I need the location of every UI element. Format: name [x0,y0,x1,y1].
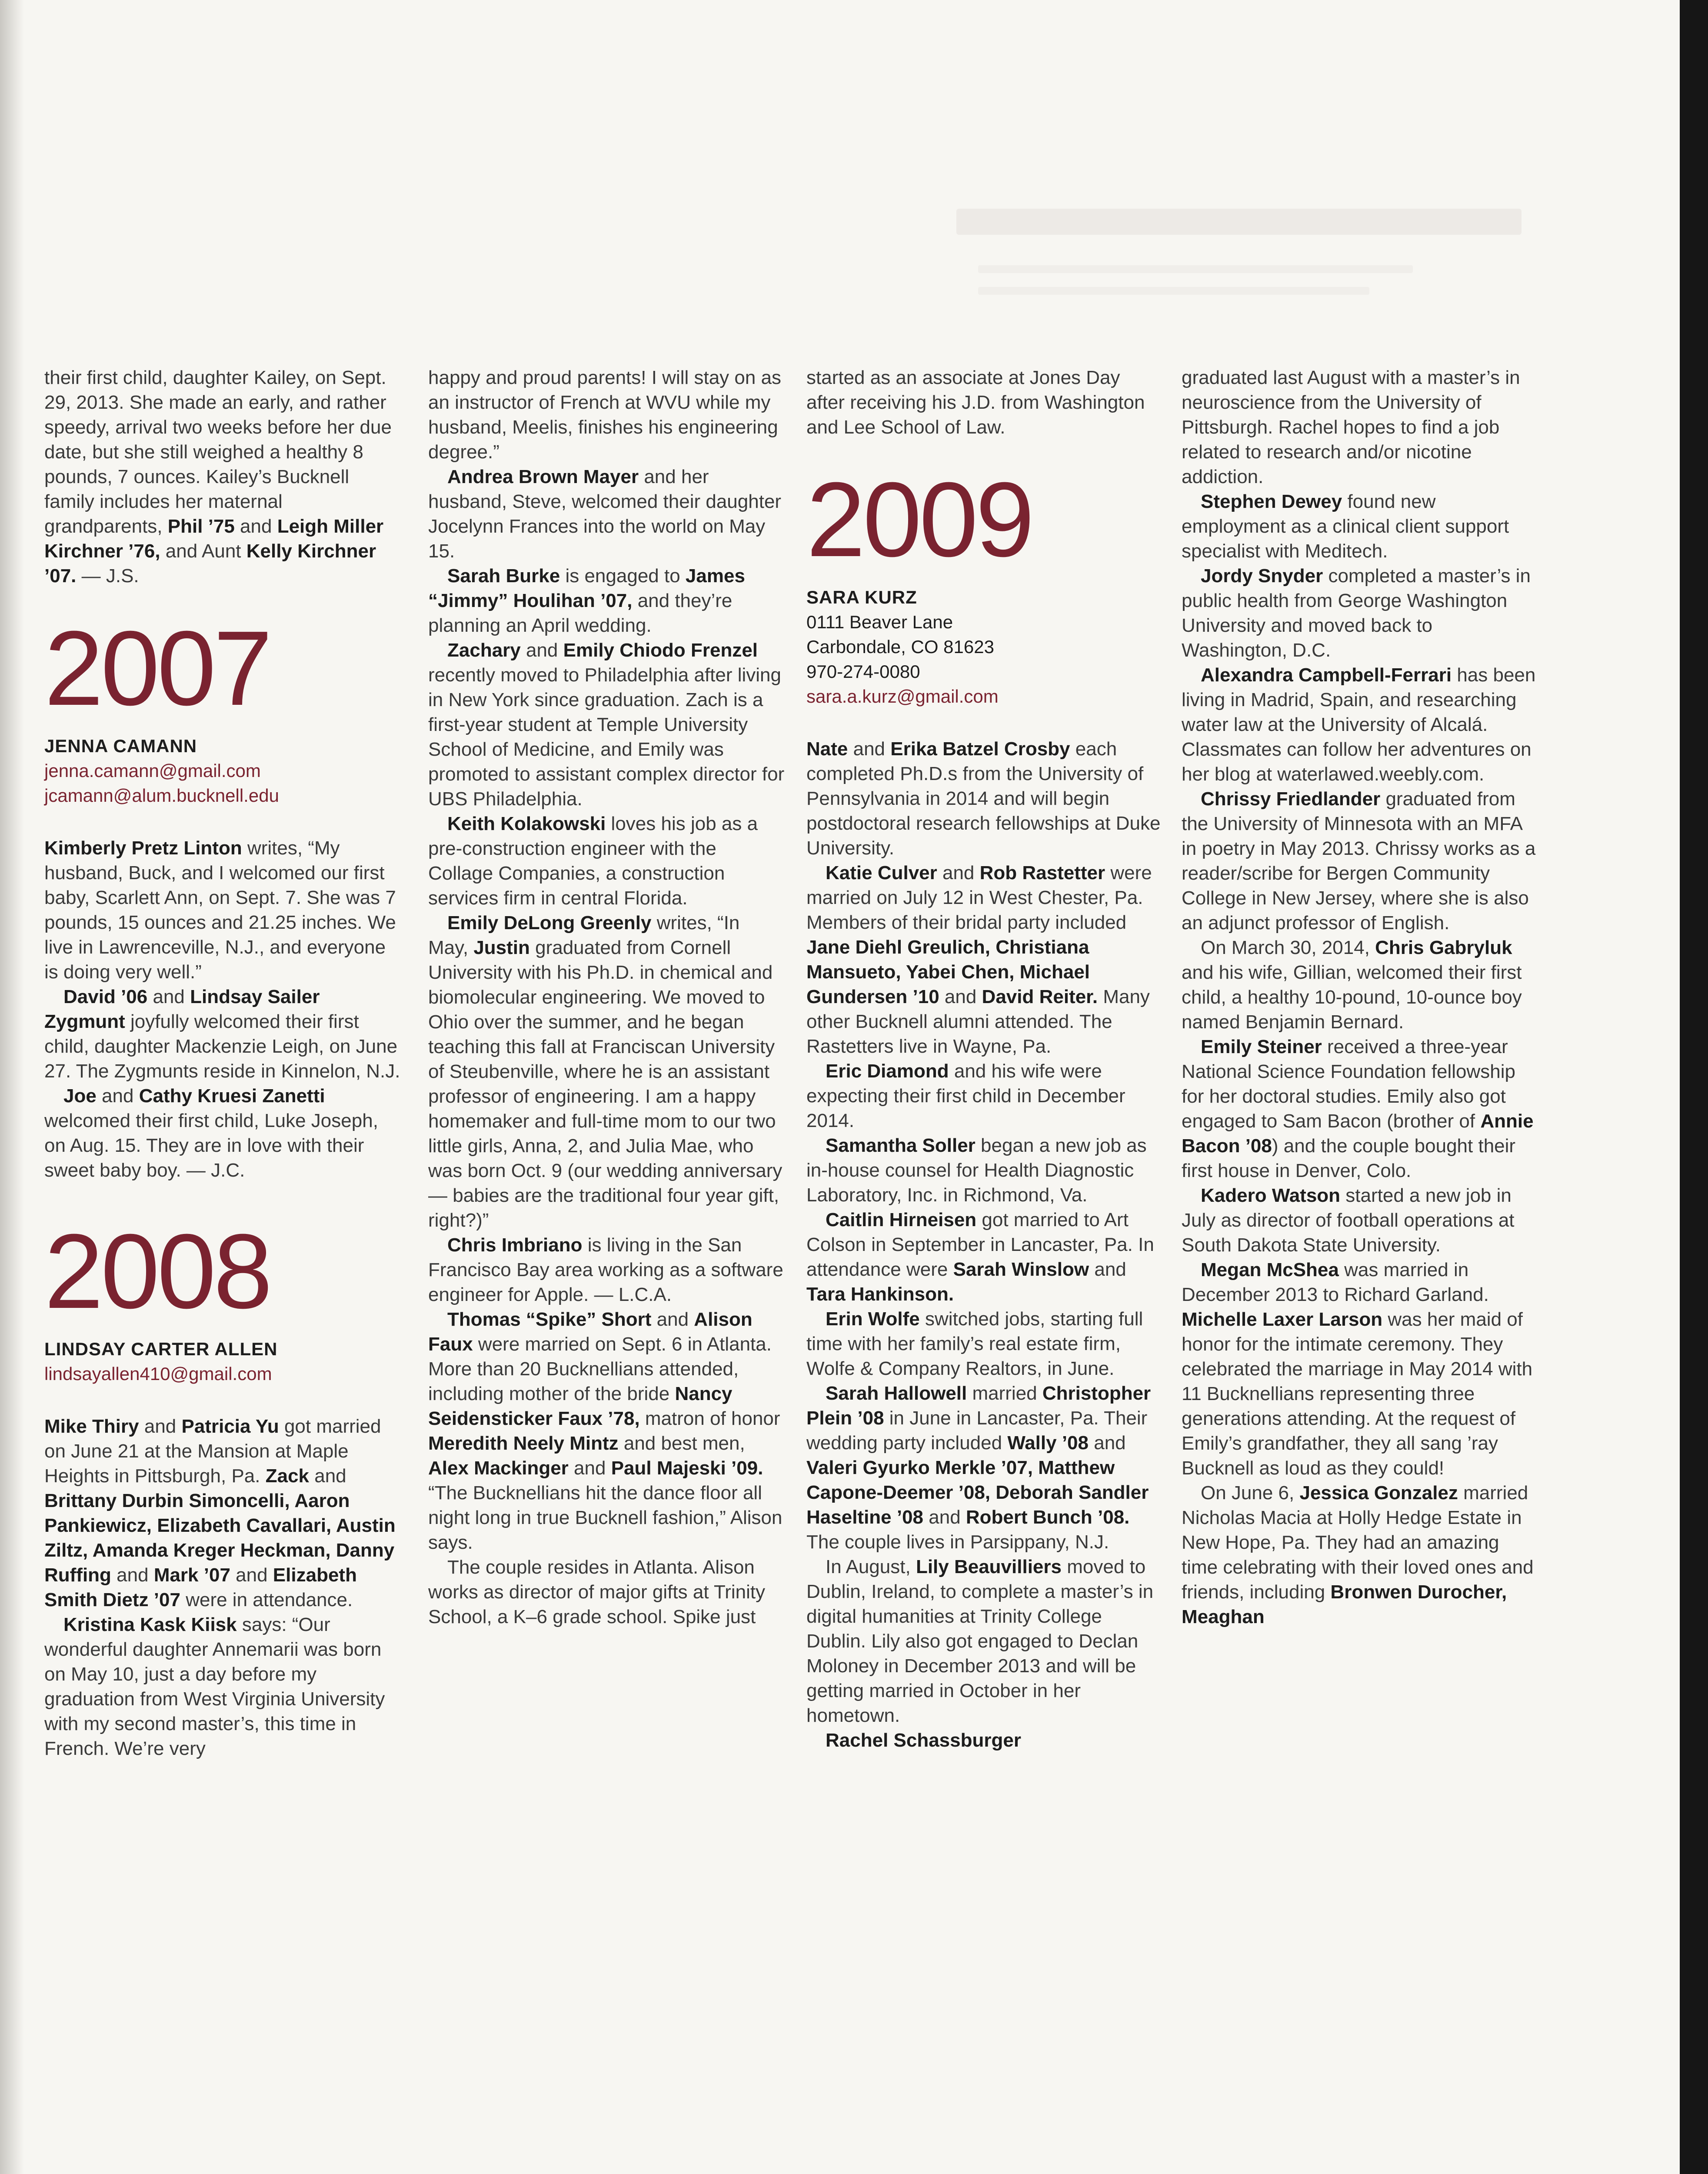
note-culver-rastetter: Katie Culver and Rob Rastetter were married on July 12 in West Chester, Pa. Members of their bridal party included Jane Diehl Greulich, Christiana Mansueto, Yabei Chen, Michael Gundersen ’10 and David Reiter. Many other Bucknell alumni attended. The Rastetters live in Wayne, Pa. [806,862,1152,1057]
note-short-faux: Thomas “Spike” Short and Alison Faux were married on Sept. 6 in Atlanta. More than 20 Bucknellians attended, including mother of the bride Nancy Seidensticker Faux ’78, matron of honor Meredith Neely Mintz and best men, Alex Mackinger and Paul Majeski ’09. “The Bucknellians hit the dance floor all night long in true Bucknell fashion,” Alison says. [428,1309,782,1553]
class-year-2009: 2009 [806,460,1032,579]
reporter-email-link[interactable]: lindsayallen410@gmail.com [44,1364,272,1384]
note-linton: Kimberly Pretz Linton writes, “My husband, Buck, and I welcomed our first baby, Scarlett Ann, on Sept. 7. She was 7 pounds, 15 ounces and 21.25 inches. We live in Lawrenceville, N.J., and everyone is doing very well.” [44,837,396,983]
note-atlanta: The couple resides in Atlanta. Alison works as director of major gifts at Trinity School, a K–6 grade school. Spike just [428,1557,766,1627]
note-kolakowski: Keith Kolakowski loves his job as a pre-construction engineer with the Collage Companies, a construction services firm in central Florida. [428,813,758,909]
column-4 [1182,365,1538,1629]
bleed-through-heading [956,209,1522,235]
note-frenzel: Zachary and Emily Chiodo Frenzel recently moved to Philadelphia after living in New York since graduation. Zach is a first-year student at Temple University School of Medicine, and Emily was promoted to assistant complex director for UBS Philadelphia. [428,640,785,810]
note-mayer: Andrea Brown Mayer and her husband, Steve, welcomed their daughter Jocelynn Frances into the world on May 15. [428,466,782,562]
note-wolfe: Erin Wolfe switched jobs, starting full time with her family’s real estate firm, Wolfe & Company Realtors, in June. [806,1308,1143,1379]
note-kiisk-cont: happy and proud parents! I will stay on as an instructor of French at WVU while my husband, Meelis, finishes his engineering degree.” [428,367,782,463]
note-gabryluk: On March 30, 2014, Chris Gabryluk and his wife, Gillian, welcomed their first child, a healthy 10-pound, 10-ounce boy named Benjamin Bernard. [1182,937,1522,1033]
note-schassburger-cont: graduated last August with a master’s in neuroscience from the University of Pittsburgh. Rachel hopes to find a job related to research and/or nicotine addiction. [1182,367,1520,487]
class-year-2007: 2007 [44,609,270,727]
note-mcshea: Megan McShea was married in December 2013 to Richard Garland. Michelle Laxer Larson was her maid of honor for the intimate ceremony. They celebrated the marriage in May 2014 with 11 Bucknellians representing three generations attending. At the request of Emily’s grandfather, they all sang ’ray Bucknell as loud as they could! [1182,1259,1533,1479]
note-kirchner: their first child, daughter Kailey, on Sept. 29, 2013. She made an early, and rather speedy, arrival two weeks before her due date, but she still weighed a healthy 8 pounds, 7 ounces. Kailey’s Bucknell family includes her maternal grandparents, Phil ’75 and Leigh Miller Kirchner ’76, and Aunt Kelly Kirchner ’07. — J.S. [44,367,392,587]
column-2 [428,365,785,1629]
note-hallowell: Sarah Hallowell married Christopher Plein ’08 in June in Lancaster, Pa. Their wedding party included Wally ’08 and Valeri Gyurko Merkle ’07, Matthew Capone-Deemer ’08, Deborah Sandler Haseltine ’08 and Robert Bunch ’08. The couple lives in Parsippany, N.J. [806,1383,1151,1553]
note-beauvilliers: In August, Lily Beauvilliers moved to Dublin, Ireland, to complete a master’s in digital humanities at Trinity College Dublin. Lily also got engaged to Declan Moloney in December 2013 and will be getting married in October in her hometown. [806,1556,1154,1726]
reporter-phone: 970-274-0080 [806,661,920,682]
note-imbriano: Chris Imbriano is living in the San Francisco Bay area working as a software engineer for Apple. — L.C.A. [428,1234,783,1305]
note-greenly: Emily DeLong Greenly writes, “In May, Justin graduated from Cornell University with his Ph.D. in chemical and biomolecular engineering. We moved to Ohio over the summer, and he began teaching this fall at Franciscan University of Steubenville, where he is an assistant professor of engineering. I am a happy homemaker and full-time mom to our two little girls, Anna, 2, and Julia Mae, who was born Oct. 9 (our wedding anniversary — babies are the traditional four year gift, right?)” [428,912,782,1231]
note-gonzalez: On June 6, Jessica Gonzalez married Nicholas Macia at Holly Hedge Estate in New Hope, Pa. They had an amazing time celebrating with their loved ones and friends, including Bronwen Durocher, Meaghan [1182,1482,1534,1627]
column-3 [806,365,1163,1753]
class-year-2008: 2008 [44,1212,270,1330]
note-soller: Samantha Soller began a new job as in-house counsel for Health Diagnostic Laboratory, Inc. in Richmond, Va. [806,1135,1147,1206]
column-1 [44,365,401,1761]
bleed-through-line [978,287,1369,295]
note-zygmunt: David ’06 and Lindsay Sailer Zygmunt joyfully welcomed their first child, daughter Mackenzie Leigh, on June 27. The Zygmunts reside in Kinnelon, N.J. [44,986,400,1082]
note-kiisk: Kristina Kask Kiisk says: “Our wonderful daughter Annemarii was born on May 10, just a day before my graduation from West Virginia University with my second master’s, this time in French. We’re very [44,1614,385,1759]
note-friedlander: Chrissy Friedlander graduated from the University of Minnesota with an MFA in poetry in May 2013. Chrissy works as a reader/scribe for Bergen Community College in New Jersey, where she is also an adjunct professor of English. [1182,788,1536,934]
class-reporter-name: SARA KURZ [806,587,917,607]
note-hirneisen: Caitlin Hirneisen got married to Art Colson in September in Lancaster, Pa. In attendance were Sarah Winslow and Tara Hankinson. [806,1209,1154,1305]
note-watson: Kadero Watson started a new job in July as director of football operations at South Dakota State University. [1182,1185,1515,1256]
note-zanetti: Joe and Cathy Kruesi Zanetti welcomed their first child, Luke Joseph, on Aug. 15. They are in love with their sweet baby boy. — J.C. [44,1085,378,1181]
note-crosby: Nate and Erika Batzel Crosby each completed Ph.D.s from the University of Pennsylvania in 2014 and will begin postdoctoral research fellowships at Duke University. [806,738,1161,859]
note-thiry-yu: Mike Thiry and Patricia Yu got married on June 21 at the Mansion at Maple Heights in Pittsburgh, Pa. Zack and Brittany Durbin Simoncelli, Aaron Pankiewicz, Elizabeth Cavallari, Austin Ziltz, Amanda Kreger Heckman, Danny Ruffing and Mark ’07 and Elizabeth Smith Dietz ’07 were in attendance. [44,1416,396,1610]
class-reporter-name: LINDSAY CARTER ALLEN [44,1339,278,1359]
bleed-through-line [978,265,1413,273]
note-steiner: Emily Steiner received a three-year National Science Foundation fellowship for her doctoral studies. Emily also got engaged to Sam Bacon (brother of Annie Bacon ’08) and the couple bought their first house in Denver, Colo. [1182,1036,1534,1181]
page-gutter-shadow [0,0,24,2174]
reporter-email-link[interactable]: sara.a.kurz@gmail.com [806,686,999,707]
note-snyder: Jordy Snyder completed a master’s in public health from George Washington University and moved back to Washington, D.C. [1182,565,1531,661]
note-campbell-ferrari: Alexandra Campbell-Ferrari has been living in Madrid, Spain, and researching water law at the University of Alcalá. Classmates can follow her adventures on her blog at waterlawed.weebly.com. [1182,664,1536,785]
reporter-email-link[interactable]: jenna.camann@gmail.com [44,760,261,781]
note-diamond: Eric Diamond and his wife were expecting their first child in December 2014. [806,1060,1125,1131]
reporter-email-link[interactable]: jcamann@alum.bucknell.edu [44,785,279,806]
reporter-address-line: 0111 Beaver Lane [806,612,953,632]
note-short-cont: started as an associate at Jones Day after receiving his J.D. from Washington and Lee School of Law. [806,367,1145,438]
note-burke: Sarah Burke is engaged to James “Jimmy” Houlihan ’07, and they’re planning an April wedding. [428,565,745,636]
note-schassburger: Rachel Schassburger [826,1730,1021,1751]
class-reporter-name: JENNA CAMANN [44,736,197,756]
reporter-address-line: Carbondale, CO 81623 [806,637,994,657]
note-dewey: Stephen Dewey found new employment as a clinical client support specialist with Meditech. [1182,491,1509,562]
